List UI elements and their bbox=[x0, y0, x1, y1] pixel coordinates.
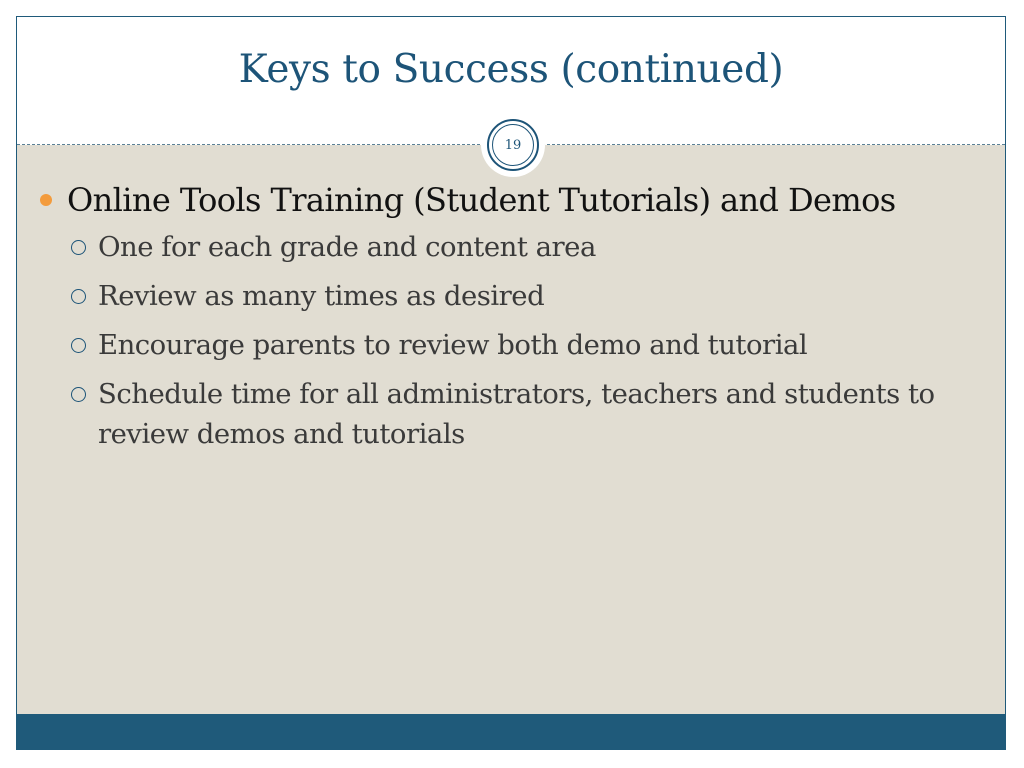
bullet-text: Online Tools Training (Student Tutorials) and Demos bbox=[67, 181, 896, 219]
sub-bullet-text: Encourage parents to review both demo and tutorial bbox=[98, 329, 808, 361]
page-number: 19 bbox=[492, 124, 534, 166]
page-number-outer-ring bbox=[487, 119, 539, 171]
hollow-circle-icon bbox=[71, 240, 86, 255]
footer-bar bbox=[17, 714, 1005, 749]
slide-title: Keys to Success (continued) bbox=[238, 47, 784, 92]
slide-content bbox=[17, 177, 1005, 463]
slide bbox=[16, 16, 1006, 750]
hollow-circle-icon bbox=[71, 387, 86, 402]
sub-bullet-item bbox=[98, 276, 987, 316]
hollow-circle-icon bbox=[71, 289, 86, 304]
bullet-item bbox=[67, 177, 1005, 223]
sub-bullet-text: Schedule time for all administrators, teachers and students to review demos and tutorials bbox=[98, 378, 935, 450]
sub-bullet-item bbox=[98, 374, 987, 454]
sub-bullet-list bbox=[17, 227, 1005, 454]
sub-bullet-text: One for each grade and content area bbox=[98, 231, 596, 263]
sub-bullet-text: Review as many times as desired bbox=[98, 280, 545, 312]
page-number-badge bbox=[481, 113, 545, 177]
hollow-circle-icon bbox=[71, 338, 86, 353]
sub-bullet-item bbox=[98, 325, 987, 365]
filled-circle-icon bbox=[40, 194, 52, 206]
sub-bullet-item bbox=[98, 227, 987, 267]
